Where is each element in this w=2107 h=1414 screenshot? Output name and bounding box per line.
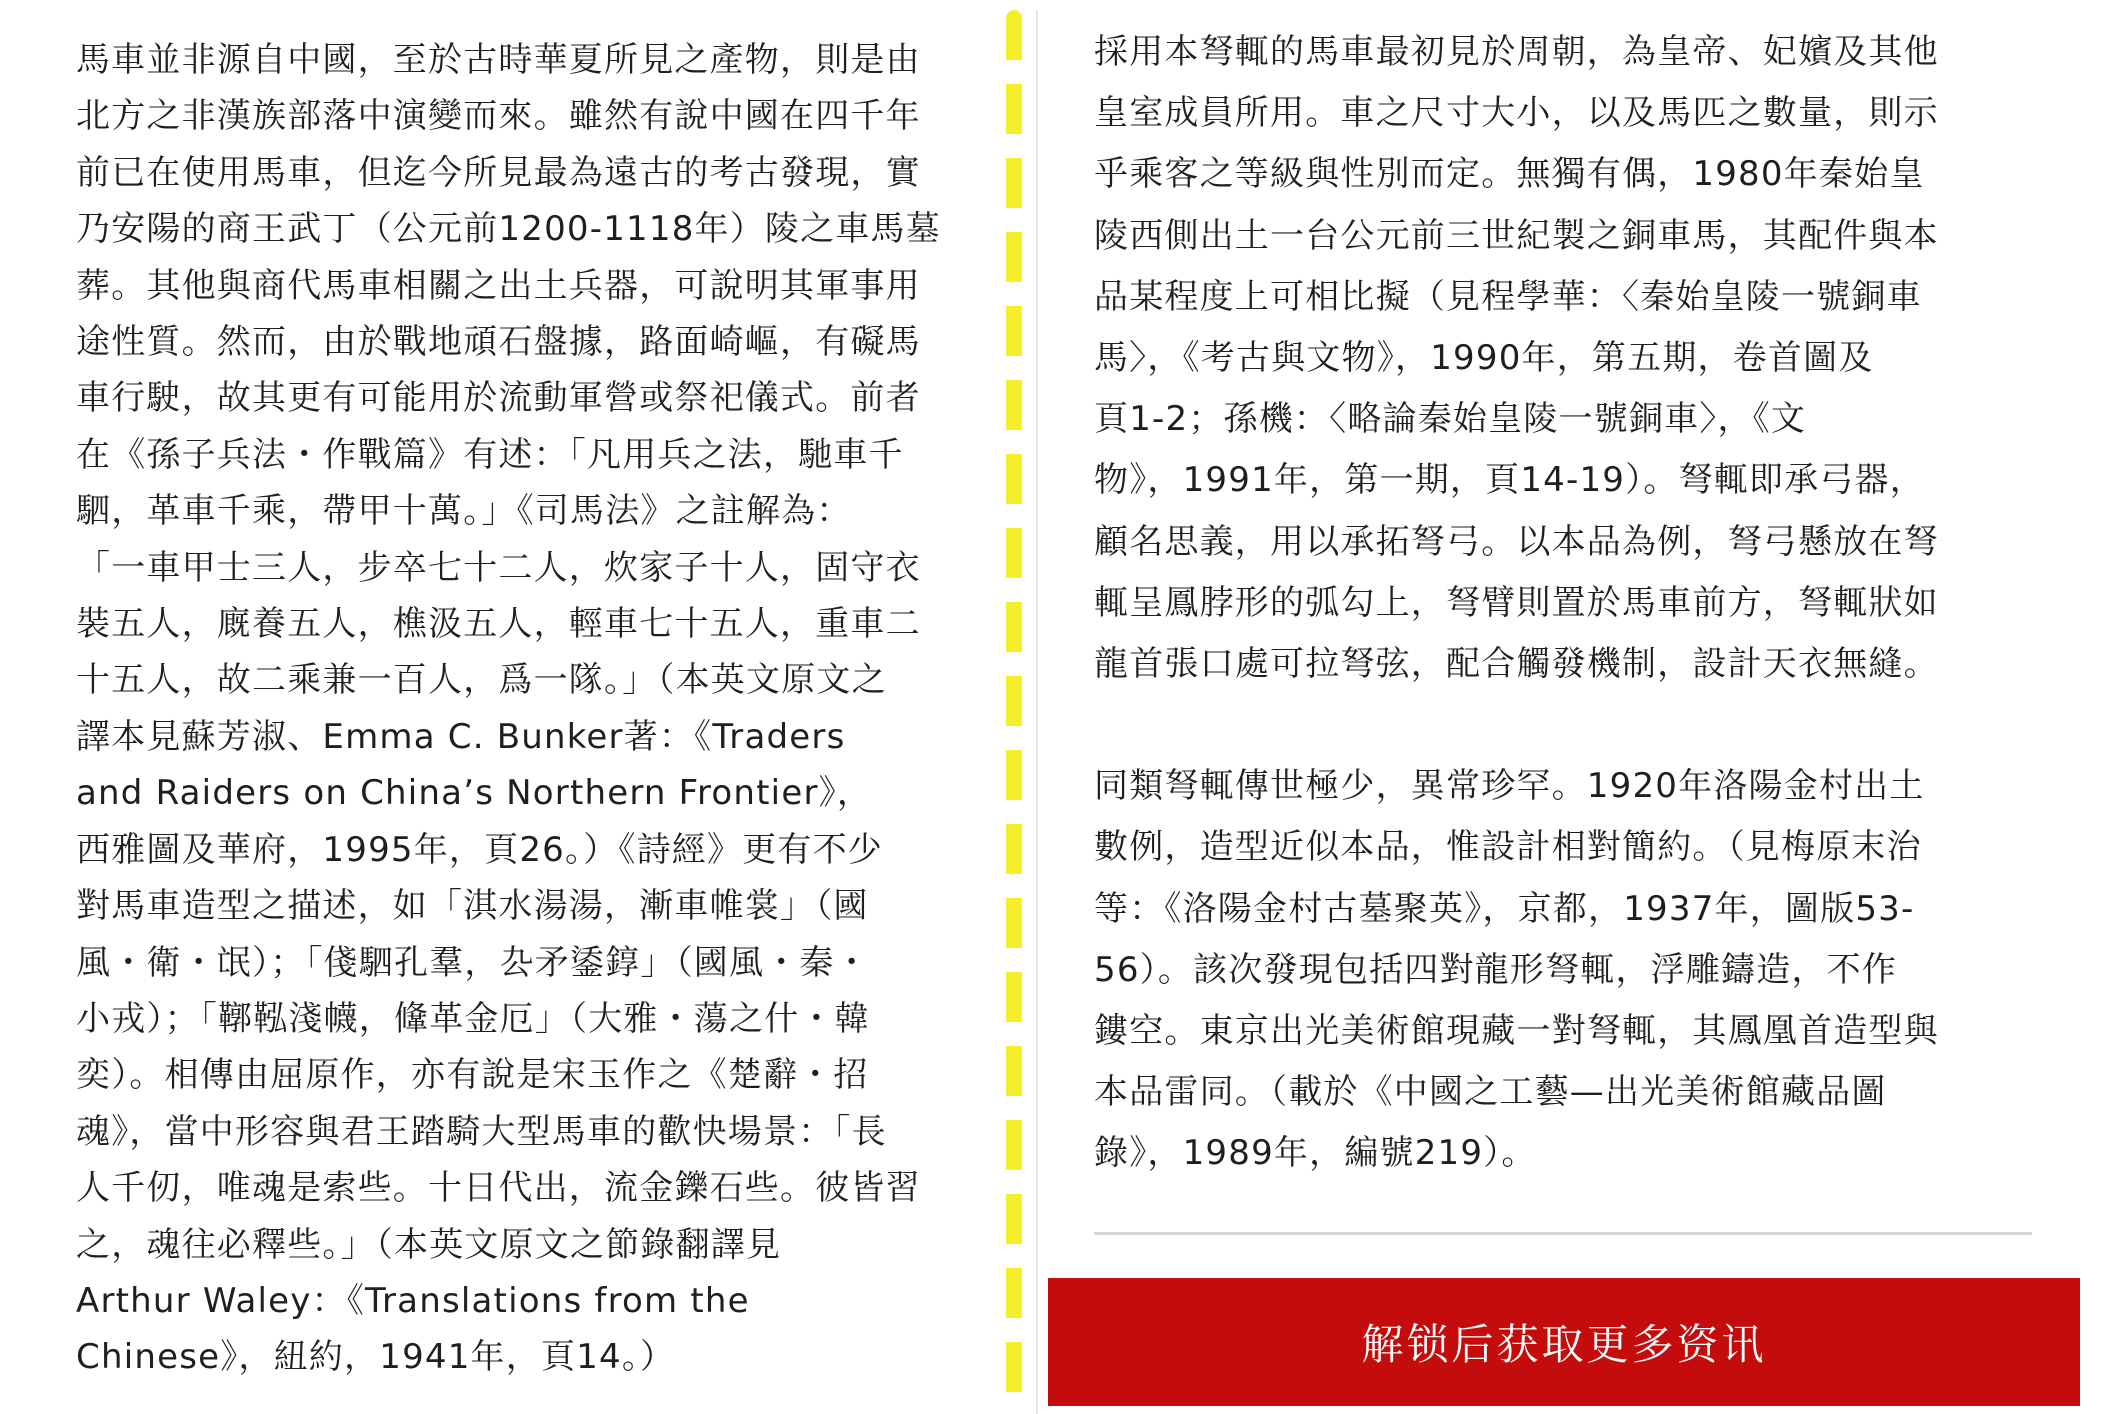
- text-line: 鏤空。東京出光美術館現藏一對弩輒，其鳳凰首造型與: [1094, 1011, 1939, 1052]
- text-line: 「一車甲士三人，步卒七十二人，炊家子十人，固守衣: [76, 547, 921, 588]
- text-line: 數例，造型近似本品，惟設計相對簡約。（見梅原末治: [1094, 827, 1922, 868]
- text-line: Chinese》，紐約，1941年，頁14。）: [76, 1337, 676, 1378]
- text-line: 皇室成員所用。車之尺寸大小，以及馬匹之數量，則示: [1094, 93, 1939, 134]
- left-text-column: [76, 32, 956, 1386]
- text-line: 對馬車造型之描述，如「淇水湯湯，漸車帷裳」（國: [76, 886, 869, 927]
- text-line: 風・衛・氓）；「俴駟孔羣，厹矛鋈錞」（國風・秦・: [76, 942, 870, 983]
- text-line: 葬。其他與商代馬車相關之出土兵器，可說明其軍事用: [76, 265, 921, 306]
- text-line: 錄》，1989年，編號219）。: [1094, 1133, 1537, 1174]
- text-line: 途性質。然而，由於戰地頑石盤據，路面崎嶇，有礙馬: [76, 322, 921, 363]
- text-line: Arthur Waley：《Translations from the: [76, 1280, 750, 1321]
- text-line: 陵西側出土一台公元前三世紀製之銅車馬，其配件與本: [1094, 215, 1939, 256]
- paragraph-spacer: [1094, 695, 2034, 756]
- yellow-dashed-divider: [1006, 10, 1022, 1410]
- text-line: 小戎）；「鞹鞃淺幭，鞗革金厄」（大雅・蕩之什・韓: [76, 998, 870, 1039]
- paragraph-1: [1094, 22, 2034, 695]
- text-line: 魂》，當中形容與君王踏騎大型馬車的歡快場景：「長: [76, 1111, 887, 1152]
- text-line: 本品雷同。（載於《中國之工藝—出光美術館藏品圖: [1094, 1072, 1887, 1113]
- text-line: 龍首張口處可拉弩弦，配合觸發機制，設計天衣無縫。: [1094, 644, 1939, 685]
- text-line: 人千仞，唯魂是索些。十日代出，流金鑠石些。彼皆習: [76, 1168, 921, 1209]
- text-line: 之，魂往必釋些。」（本英文原文之節錄翻譯見: [76, 1224, 782, 1265]
- text-line: 駟，革車千乘，帶甲十萬。」《司馬法》之註解為：: [76, 491, 852, 532]
- text-line: 物》，1991年，第一期，頁14-19）。弩輒即承弓器，: [1094, 460, 1925, 501]
- text-line: 車行駛，故其更有可能用於流動軍營或祭祀儀式。前者: [76, 378, 921, 419]
- text-line: 在《孫子兵法・作戰篇》有述：「凡用兵之法，馳車千: [76, 434, 904, 475]
- text-line: 西雅圖及華府，1995年，頁26。）《詩經》更有不少: [76, 829, 883, 870]
- text-line: 奕）。相傳由屈原作，亦有說是宋玉作之《楚辭・招: [76, 1055, 869, 1096]
- text-line: 頁1-2；孫機：〈略論秦始皇陵一號銅車〉，《文: [1094, 399, 1807, 440]
- text-line: 同類弩輒傳世極少，異常珍罕。1920年洛陽金村出土: [1094, 766, 1925, 807]
- text-line: 顧名思義，用以承拓弩弓。以本品為例，弩弓懸放在弩: [1094, 521, 1939, 562]
- text-line: 56）。該次發現包括四對龍形弩輒，浮雕鑄造，不作: [1094, 949, 1898, 990]
- right-text-column: [1094, 22, 2034, 1185]
- text-line: 馬車並非源自中國，至於古時華夏所見之產物，則是由: [76, 40, 921, 80]
- column-divider: [1036, 10, 1038, 1414]
- text-line: 品某程度上可相比擬（見程學華：〈秦始皇陵一號銅車: [1094, 276, 1922, 317]
- text-line: 譯本見蘇芳淑、Emma C. Bunker著：《Traders: [76, 716, 846, 757]
- text-line: and Raiders on China’s Northern Frontier》，: [76, 773, 873, 814]
- text-line: 乃安陽的商王武丁（公元前1200-1118年）陵之車馬墓: [76, 209, 941, 250]
- text-line: 等：《洛陽金村古墓聚英》，京都，1937年，圖版53-: [1094, 888, 1915, 929]
- paragraph-2: [1094, 756, 2034, 1184]
- text-line: 輒呈鳳脖形的弧勾上，弩臂則置於馬車前方，弩輒狀如: [1094, 582, 1939, 623]
- text-line: 前已在使用馬車，但迄今所見最為遠古的考古發現，實: [76, 152, 921, 193]
- unlock-more-button[interactable]: [1048, 1278, 2080, 1406]
- unlock-button-label: 解锁后获取更多资讯: [1361, 1320, 1767, 1369]
- text-line: 裝五人，廐養五人，樵汲五人，輕車七十五人，重車二: [76, 604, 921, 645]
- text-line: 十五人，故二乘兼一百人，爲一隊。」（本英文原文之: [76, 660, 887, 701]
- text-line: 採用本弩輒的馬車最初見於周朝，為皇帝、妃嬪及其他: [1094, 32, 1939, 72]
- text-line: 北方之非漢族部落中演變而來。雖然有說中國在四千年: [76, 96, 921, 137]
- text-line: 馬〉，《考古與文物》，1990年，第五期，卷首圖及: [1094, 338, 1874, 379]
- text-line: 乎乘客之等級與性別而定。無獨有偶，1980年秦始皇: [1094, 154, 1925, 195]
- section-separator: [1094, 1232, 2032, 1235]
